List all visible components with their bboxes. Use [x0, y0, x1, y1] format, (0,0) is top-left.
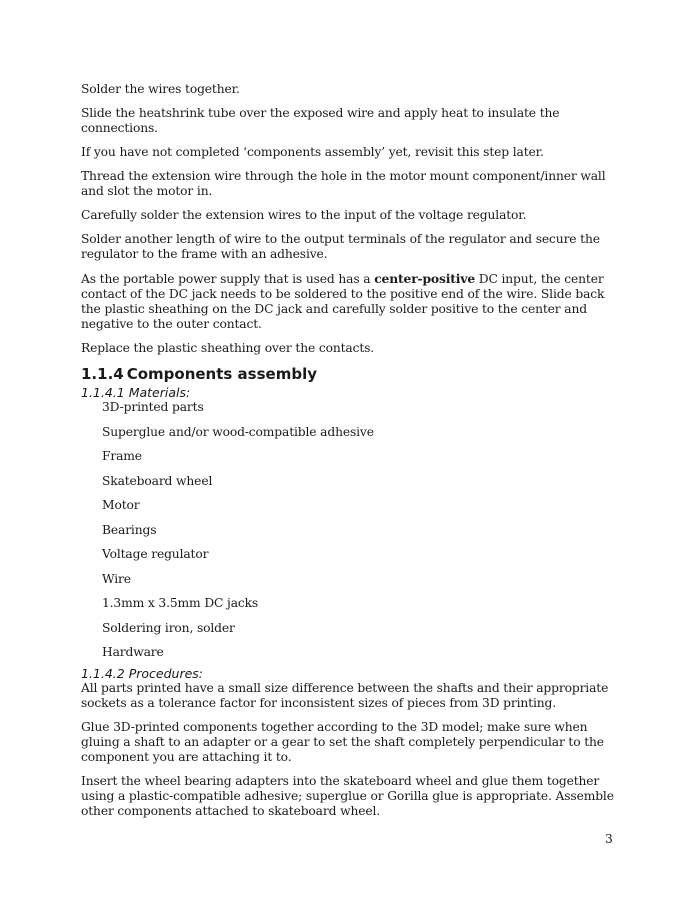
list-item: Skateboard wheel — [102, 473, 213, 488]
paragraph-solder-regulator-input: Carefully solder the extension wires to the input of the voltage regulator. — [81, 208, 527, 222]
list-item: Bearings — [102, 522, 157, 537]
section-title: Components assembly — [126, 365, 317, 383]
paragraph-solder-wires: Solder the wires together. — [81, 82, 240, 96]
list-item: Voltage regulator — [102, 547, 209, 561]
list-item: Soldering iron, solder — [102, 620, 235, 635]
paragraph-replace-sheathing: Replace the plastic sheathing over the contacts. — [81, 341, 375, 355]
materials-heading: 1.1.4.1 Materials: — [81, 385, 191, 400]
paragraph-power-supply — [81, 271, 615, 332]
section-heading — [81, 365, 615, 383]
section-number: 1.1.4 — [81, 365, 124, 383]
paragraph-thread-extension: Thread the extension wire through the hole in the motor mount component/inner wall and slot the motor in. — [81, 169, 606, 198]
power-text-before: As the portable power supply that is used has a — [81, 272, 375, 286]
document-page — [81, 82, 615, 828]
paragraph-procedure-bearings: Insert the wheel bearing adapters into the skateboard wheel and glue them together using a plastic-compatible adhesive; superglue or Gorilla glue is appropriate. Assemble other components attached to skateboard wheel. — [81, 774, 614, 818]
procedures-heading: 1.1.4.2 Procedures: — [81, 666, 204, 681]
paragraph-procedure-tolerance: All parts printed have a small size difference between the shafts and their appropriate sockets as a tolerance factor for inconsistent sizes of pieces from 3D printing. — [81, 681, 609, 710]
list-item: Hardware — [102, 645, 164, 659]
list-item: Frame — [102, 449, 142, 463]
list-item: Superglue and/or wood-compatible adhesive — [102, 424, 374, 439]
list-item: Motor — [102, 498, 140, 512]
list-item: 3D-printed parts — [102, 400, 204, 414]
paragraph-procedure-glue: Glue 3D-printed components together according to the 3D model; make sure when gluing a shaft to an adapter or a gear to set the shaft completely perpendicular to the component you are attaching it to. — [81, 720, 604, 764]
paragraph-heatshrink: Slide the heatshrink tube over the exposed wire and apply heat to insulate the connections. — [81, 106, 560, 135]
list-item: Wire — [102, 571, 131, 586]
list-item: 1.3mm x 3.5mm DC jacks — [102, 596, 259, 610]
paragraph-revisit: If you have not completed ‘components assembly’ yet, revisit this step later. — [81, 145, 544, 159]
page-number: 3 — [605, 832, 613, 846]
paragraph-solder-regulator-output: Solder another length of wire to the output terminals of the regulator and secure the regulator to the frame with an adhesive. — [81, 232, 600, 261]
power-text-bold: center-positive — [374, 271, 475, 286]
materials-list — [81, 400, 615, 660]
power-text-after: DC input, the center contact of the DC jack needs to be soldered to the positive end of the wire. Slide back the plastic sheathing on the DC jack and carefully solder positive to the center and negative to the outer contact. — [81, 272, 605, 331]
